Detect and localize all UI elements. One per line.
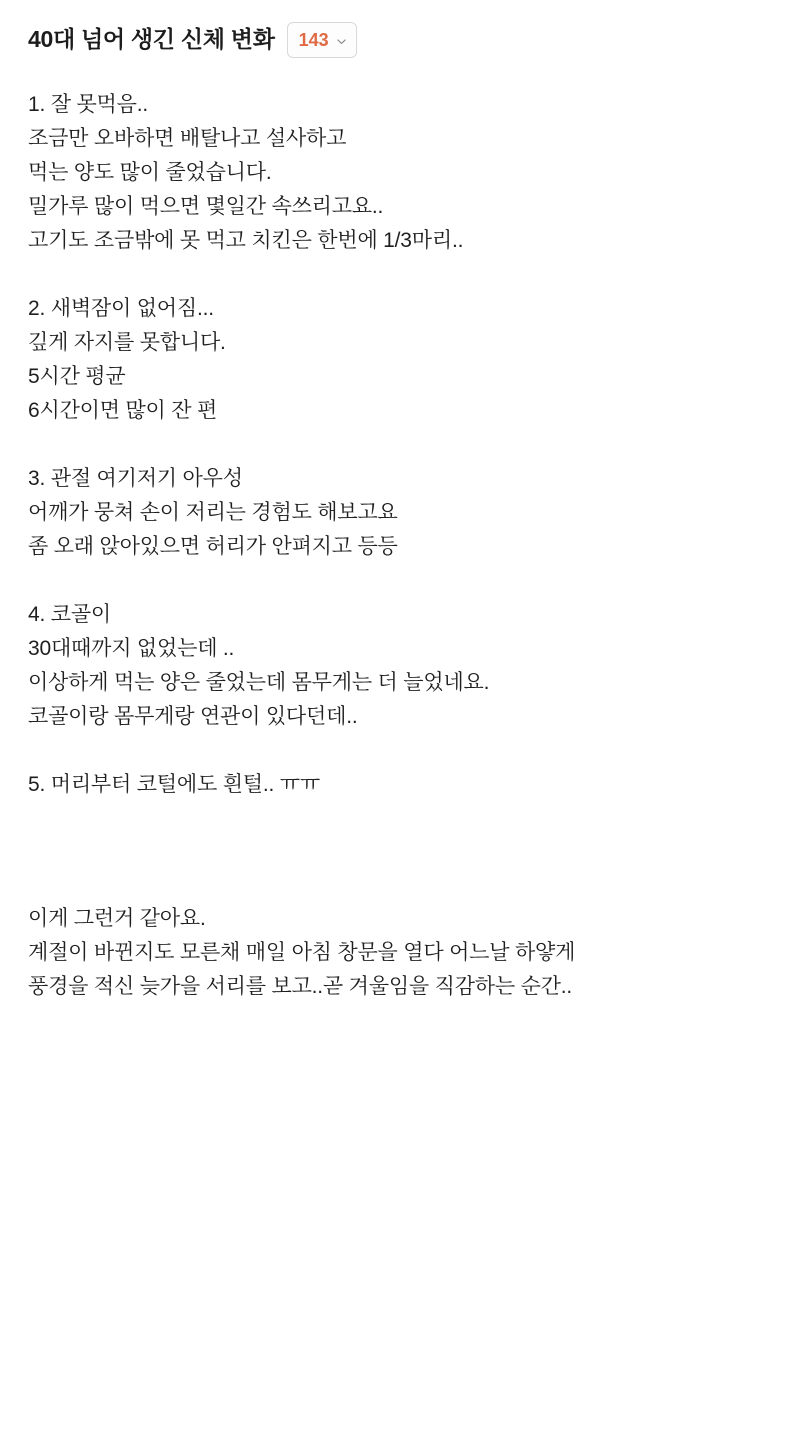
content-spacer bbox=[28, 836, 772, 902]
paragraph-4 bbox=[28, 598, 772, 734]
page-title: 40대 넘어 생긴 신체 변화 bbox=[28, 26, 275, 53]
text-line: 3. 관절 여기저기 아우성 bbox=[28, 467, 243, 491]
text-line: 2. 새벽잠이 없어짐... bbox=[28, 297, 214, 321]
chevron-down-icon bbox=[336, 36, 347, 47]
text-line: 어깨가 뭉쳐 손이 저리는 경험도 해보고요 bbox=[28, 501, 398, 525]
post-header bbox=[28, 22, 772, 58]
text-line: 좀 오래 앉아있으면 허리가 안펴지고 등등 bbox=[28, 535, 398, 559]
text-line: 5. 머리부터 코털에도 흰털.. ㅠㅠ bbox=[28, 773, 320, 797]
paragraph-3 bbox=[28, 462, 772, 564]
text-line: 이게 그런거 같아요. bbox=[28, 907, 206, 931]
comment-count-value: 143 bbox=[298, 30, 329, 50]
text-line: 이상하게 먹는 양은 줄었는데 몸무게는 더 늘었네요. bbox=[28, 671, 490, 695]
text-line: 5시간 평균 bbox=[28, 365, 126, 389]
text-line: 고기도 조금밖에 못 먹고 치킨은 한번에 1/3마리.. bbox=[28, 229, 464, 253]
text-line: 30대때까지 없었는데 .. bbox=[28, 637, 235, 661]
text-line: 먹는 양도 많이 줄었습니다. bbox=[28, 161, 272, 185]
text-line: 조금만 오바하면 배탈나고 설사하고 bbox=[28, 127, 347, 151]
text-line: 밀가루 많이 먹으면 몇일간 속쓰리고요.. bbox=[28, 195, 384, 219]
text-line: 풍경을 적신 늦가을 서리를 보고..곧 겨울임을 직감하는 순간.. bbox=[28, 975, 573, 999]
text-line: 깊게 자지를 못합니다. bbox=[28, 331, 226, 355]
paragraph-6 bbox=[28, 902, 772, 1004]
text-line: 계절이 바뀐지도 모른채 매일 아침 창문을 열다 어느날 하얗게 bbox=[28, 941, 576, 965]
text-line: 1. 잘 못먹음.. bbox=[28, 93, 148, 116]
comment-count-chip[interactable] bbox=[287, 22, 357, 58]
text-line: 6시간이면 많이 잔 편 bbox=[28, 399, 218, 423]
paragraph-1 bbox=[28, 88, 772, 258]
paragraph-2 bbox=[28, 292, 772, 428]
paragraph-5 bbox=[28, 768, 772, 802]
text-line: 4. 코골이 bbox=[28, 603, 112, 627]
post-body bbox=[28, 88, 772, 1004]
text-line: 코골이랑 몸무게랑 연관이 있다던데.. bbox=[28, 705, 358, 729]
